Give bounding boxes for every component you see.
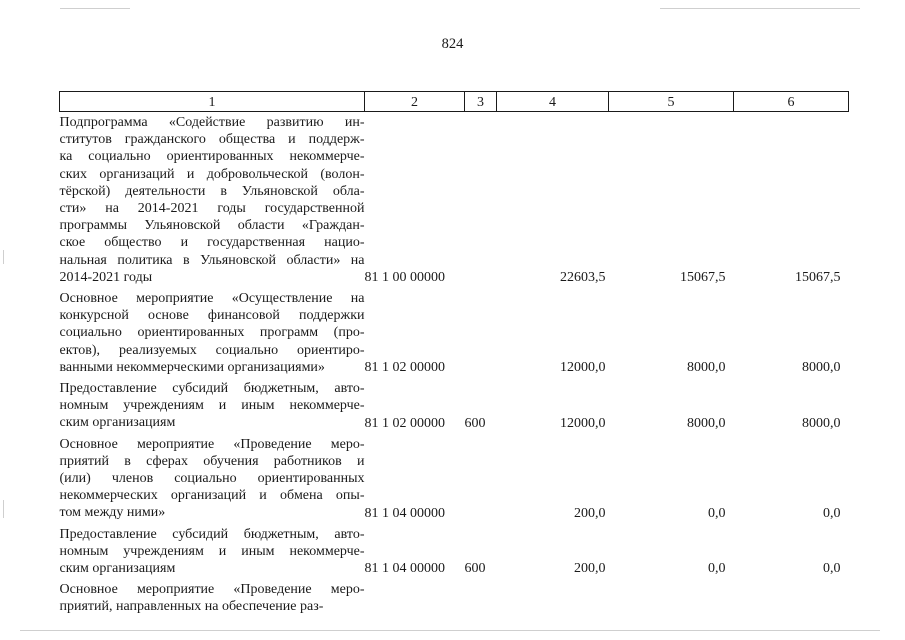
table-body [60,112,849,618]
row-description [60,288,365,378]
table-row [60,579,849,617]
column-header-2: 2 [365,92,465,112]
description-line: Предоставление субсидий бюджетным, авто- [59,381,365,397]
description-line: тёрской) деятельности в Ульяновской обла- [59,183,365,199]
description-line: нальная политика в Ульяновской области» на [59,252,365,268]
description-line: ванными некоммерческими организациями» [59,359,325,375]
table-row [60,524,849,580]
description-line: (или) членов социально ориентированных [59,471,365,487]
row-code: 81 1 04 00000 [364,505,445,521]
description-line: номным учреждениям и иным некоммерче- [59,398,365,414]
description-line: Основное мероприятие «Проведение меро- [59,436,365,452]
row-description [60,524,365,580]
row-amount-col6: 0,0 [823,505,841,521]
row-amount-col5: 0,0 [708,561,726,577]
description-line: ка социально ориентированных некоммерче- [59,149,365,165]
description-line: приятий, направленных на обеспечение раз- [59,599,324,615]
row-code: 81 1 00 00000 [364,270,445,286]
row-amount-col4: 12000,0 [560,415,606,431]
budget-table [59,91,849,618]
row-amount-col6: 0,0 [823,561,841,577]
description-line: ектов), реализуемых социально ориентиро- [59,342,365,358]
row-expense-type: 600 [464,561,486,577]
row-amount-col5: 8000,0 [687,415,726,431]
description-line: Основное мероприятие «Осуществление на [59,291,365,307]
column-header-3: 3 [465,92,497,112]
description-line: Подпрограмма «Содействие развитию ин- [59,115,365,130]
row-description [60,378,365,434]
page-number: 824 [441,36,464,52]
row-code: 81 1 02 00000 [364,415,445,431]
row-amount-col6 [734,579,849,617]
row-amount-col6: 15067,5 [795,270,841,286]
description-line: конкурсной основе финансовой поддержки [59,308,365,324]
description-line: 2014-2021 годы [59,269,153,285]
description-line: ских организаций и добровольческой (волон- [59,166,365,182]
description-line: программы Ульяновской области «Граждан- [59,218,365,234]
column-header-1: 1 [60,92,365,112]
row-code: 81 1 02 00000 [364,360,445,376]
row-amount-col4: 200,0 [574,505,606,521]
row-amount-col4: 22603,5 [560,270,606,286]
description-line: ским организациям [59,415,176,431]
row-amount-col5: 15067,5 [680,270,726,286]
row-code [365,579,465,617]
description-line: ское общество и государственная нацио- [59,235,365,251]
row-code: 81 1 04 00000 [364,561,445,577]
description-line: Предоставление субсидий бюджетным, авто- [59,526,365,542]
row-expense-type [465,288,497,378]
row-amount-col4: 200,0 [574,561,606,577]
table-row [60,112,849,289]
description-line: ститутов гражданского общества и поддерж- [59,132,365,148]
header-row [60,92,849,112]
table-row [60,378,849,434]
description-line: номным учреждениям и иным некоммерче- [59,543,365,559]
row-expense-type [465,579,497,617]
scan-speck [60,8,130,9]
description-line: социально ориентированных программ (про- [59,325,365,341]
description-line: приятий в сферах обучения работников и [59,453,365,469]
description-line: ским организациям [59,561,176,577]
scan-speck [3,500,4,518]
row-amount-col4 [497,579,609,617]
description-line: том между ними» [59,505,166,521]
row-amount-col4: 12000,0 [560,360,606,376]
column-header-4: 4 [497,92,609,112]
column-header-6: 6 [734,92,849,112]
scan-speck [20,630,880,631]
row-description [60,434,365,524]
row-expense-type [465,434,497,524]
row-amount-col6: 8000,0 [802,415,841,431]
column-header-5: 5 [609,92,734,112]
row-amount-col6: 8000,0 [802,360,841,376]
scan-speck [3,250,4,264]
table-row [60,434,849,524]
row-amount-col5: 0,0 [708,505,726,521]
description-line: Основное мероприятие «Проведение меро- [59,582,365,598]
row-amount-col5 [609,579,734,617]
description-line: сти» на 2014-2021 годы государственной [59,201,365,217]
row-amount-col5: 8000,0 [687,360,726,376]
row-description [60,579,365,617]
row-description [60,112,365,289]
description-line: некоммерческих организаций и обмена опы- [59,488,365,504]
row-expense-type: 600 [464,415,486,431]
row-expense-type [465,112,497,289]
table-row [60,288,849,378]
scan-speck [660,8,860,9]
